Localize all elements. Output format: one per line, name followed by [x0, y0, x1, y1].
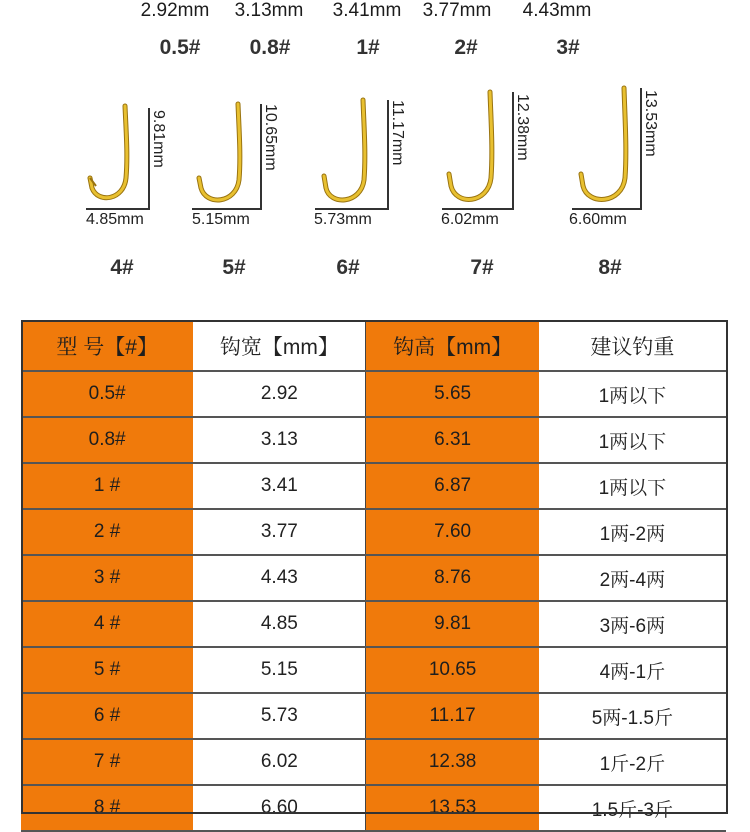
hook-height-label: 9.81mm — [150, 110, 167, 168]
hook-width-label: 4.85mm — [86, 211, 144, 228]
cell-hook-height: 6.31 — [366, 417, 539, 463]
header-recommended-weight: 建议钓重 — [539, 321, 726, 371]
cell-model: 3 # — [21, 555, 193, 601]
cell-hook-width: 4.43 — [193, 555, 366, 601]
width-dimension-line — [315, 208, 387, 210]
table-row — [21, 509, 726, 555]
header-hook-width: 钩宽【mm】 — [193, 321, 366, 371]
cell-hook-height: 8.76 — [366, 555, 539, 601]
cell-model: 4 # — [21, 601, 193, 647]
table-row — [21, 739, 726, 785]
top-width-label: 3.41mm — [332, 0, 402, 21]
hook-height-label: 10.65mm — [262, 104, 279, 171]
cell-recommended-weight: 2两-4两 — [539, 555, 726, 601]
hook-size-label: 4# — [110, 256, 134, 279]
table-row — [21, 601, 726, 647]
cell-recommended-weight: 1两-2两 — [539, 509, 726, 555]
hook-icon — [442, 88, 522, 210]
width-dimension-line — [572, 208, 640, 210]
table-row — [21, 555, 726, 601]
hook-size-label: 8# — [598, 256, 622, 279]
cell-model: 0.5# — [21, 371, 193, 417]
cell-hook-width: 2.92 — [193, 371, 366, 417]
top-size-label: 1# — [356, 36, 380, 59]
cell-model: 0.8# — [21, 417, 193, 463]
table-row — [21, 371, 726, 417]
hook-icon — [316, 96, 396, 210]
cell-model: 1 # — [21, 463, 193, 509]
cell-recommended-weight: 1斤-2斤 — [539, 739, 726, 785]
cell-recommended-weight: 1两以下 — [539, 463, 726, 509]
hook-height-label: 12.38mm — [514, 94, 531, 161]
cell-hook-width: 4.85 — [193, 601, 366, 647]
top-size-label: 2# — [454, 36, 478, 59]
cell-hook-width: 3.13 — [193, 417, 366, 463]
cell-recommended-weight: 4两-1斤 — [539, 647, 726, 693]
table-row — [21, 785, 726, 831]
hook-size-label: 5# — [222, 256, 246, 279]
table-row — [21, 417, 726, 463]
cell-recommended-weight: 1.5斤-3斤 — [539, 785, 726, 831]
cell-hook-height: 11.17 — [366, 693, 539, 739]
cell-hook-width: 5.15 — [193, 647, 366, 693]
cell-hook-height: 10.65 — [366, 647, 539, 693]
top-size-label: 0.5# — [159, 36, 201, 59]
hook-height-label: 11.17mm — [389, 100, 406, 166]
cell-hook-height: 12.38 — [366, 739, 539, 785]
hook-width-label: 6.60mm — [569, 211, 627, 228]
cell-hook-width: 3.41 — [193, 463, 366, 509]
table-row — [21, 647, 726, 693]
top-width-label: 2.92mm — [140, 0, 210, 21]
header-hook-height: 钩高【mm】 — [366, 321, 539, 371]
hook-width-label: 5.73mm — [314, 211, 372, 228]
cell-model: 6 # — [21, 693, 193, 739]
cell-recommended-weight: 3两-6两 — [539, 601, 726, 647]
cell-hook-height: 6.87 — [366, 463, 539, 509]
table-header-row — [21, 321, 726, 371]
cell-model: 7 # — [21, 739, 193, 785]
top-size-label: 3# — [556, 36, 580, 59]
header-model: 型 号【#】 — [21, 321, 193, 371]
table-row — [21, 693, 726, 739]
cell-hook-height: 5.65 — [366, 371, 539, 417]
hook-size-label: 6# — [336, 256, 360, 279]
cell-hook-width: 5.73 — [193, 693, 366, 739]
cell-hook-height: 9.81 — [366, 601, 539, 647]
top-width-label: 3.13mm — [234, 0, 304, 21]
hook-width-label: 5.15mm — [192, 211, 250, 228]
hook-size-label: 7# — [470, 256, 494, 279]
width-dimension-line — [192, 208, 260, 210]
width-dimension-line — [442, 208, 512, 210]
hook-width-label: 6.02mm — [441, 211, 499, 228]
cell-recommended-weight: 1两以下 — [539, 371, 726, 417]
cell-hook-width: 3.77 — [193, 509, 366, 555]
table-row — [21, 463, 726, 509]
top-size-label: 0.8# — [249, 36, 291, 59]
cell-model: 8 # — [21, 785, 193, 831]
cell-model: 5 # — [21, 647, 193, 693]
cell-model: 2 # — [21, 509, 193, 555]
cell-recommended-weight: 1两以下 — [539, 417, 726, 463]
hook-height-label: 13.53mm — [642, 90, 659, 157]
cell-hook-height: 7.60 — [366, 509, 539, 555]
cell-hook-height: 13.53 — [366, 785, 539, 831]
hook-icon — [190, 100, 270, 210]
cell-hook-width: 6.60 — [193, 785, 366, 831]
spec-table — [21, 321, 726, 832]
top-width-label: 4.43mm — [522, 0, 592, 21]
cell-hook-width: 6.02 — [193, 739, 366, 785]
cell-recommended-weight: 5两-1.5斤 — [539, 693, 726, 739]
width-dimension-line — [86, 208, 148, 210]
top-width-label: 3.77mm — [422, 0, 492, 21]
